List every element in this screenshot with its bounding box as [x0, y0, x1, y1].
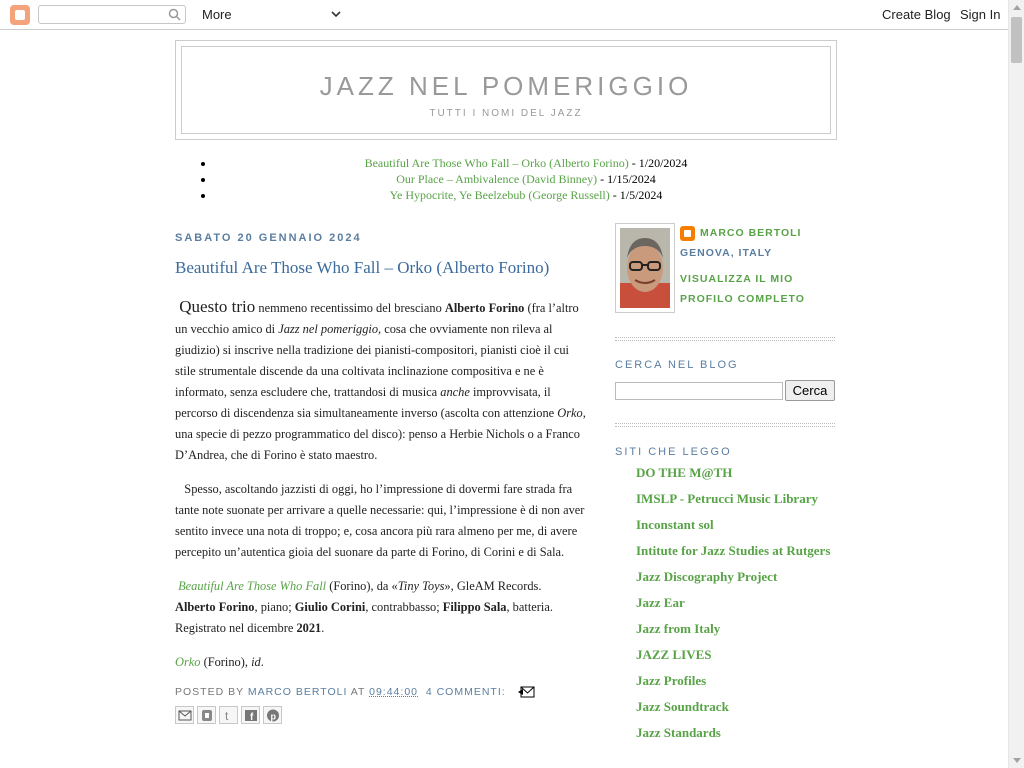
recent-post-link[interactable]: Ye Hypocrite, Ye Beelzebub (George Russell) — [389, 188, 610, 202]
post-title[interactable]: Beautiful Are Those Who Fall – Orko (Alberto Forino) — [175, 258, 550, 277]
recent-post-date: - 1/20/2024 — [628, 156, 688, 170]
track-link-orko[interactable]: Orko — [175, 655, 201, 669]
svg-text:t: t — [225, 709, 229, 723]
list-item — [636, 699, 835, 715]
lead-words: Questo trio — [179, 297, 256, 316]
blog-link[interactable]: JAZZ LIVES — [636, 647, 712, 662]
recent-post-link[interactable]: Our Place – Ambivalence (David Binney) — [396, 172, 598, 186]
blogger-logo-icon[interactable] — [10, 5, 30, 25]
navbar-search-input[interactable] — [38, 5, 186, 24]
post-date-header: SABATO 20 GENNAIO 2024 — [175, 232, 362, 244]
create-blog-link[interactable]: Create Blog — [882, 7, 951, 22]
blog-link[interactable]: IMSLP - Petrucci Music Library — [636, 491, 818, 506]
scroll-up-arrow-icon[interactable] — [1013, 5, 1021, 10]
list-item — [636, 647, 835, 663]
list-item — [636, 517, 835, 533]
list-item — [636, 595, 835, 611]
share-facebook-icon[interactable] — [241, 706, 260, 724]
share-blogger-icon[interactable] — [197, 706, 216, 724]
blog-header-inner — [181, 46, 831, 134]
profile-name-link[interactable]: MARCO BERTOLI — [700, 227, 802, 239]
artist-name: Alberto Forino — [444, 301, 525, 315]
svg-text:f: f — [250, 712, 254, 723]
blog-link[interactable]: Inconstant sol — [636, 517, 714, 532]
share-twitter-icon[interactable] — [219, 706, 238, 724]
recent-post-link[interactable]: Beautiful Are Those Who Fall – Orko (Alberto Forino) — [364, 156, 629, 170]
list-item — [636, 491, 835, 507]
blogger-profile-icon — [680, 226, 695, 241]
main-column — [175, 232, 587, 724]
post-paragraph: Questo trio nemmeno recentissimo del bresciano Alberto Forino (fra l’altro un vecchio amico di Jazz nel pomeriggio, cosa che ovviamente non rileva al giudizio) si inscrive nella tradizione dei pianisti-compositori, pianisti cioè il cui stile strumentale discende da una coltivata inclinazione compositiva e ne è informato, senza escludere che, trattandosi di musica anche improvvisata, il percorso di discendenza sia simultaneamente inverso (ascolta con attenzione Orko, una specie di pezzo programmatico del disco): penso a Herbie Nichols o a Franco D’Andrea, che di Forino è stato maestro. — [175, 297, 586, 462]
post-timestamp-link[interactable]: 09:44:00 — [369, 686, 418, 698]
blog-link[interactable]: Jazz Soundtrack — [636, 699, 729, 714]
recent-post-date: - 1/15/2024 — [597, 172, 656, 186]
list-item — [636, 569, 835, 585]
blog-link[interactable]: Jazz Ear — [636, 595, 685, 610]
recent-post-date: - 1/5/2024 — [609, 188, 663, 202]
more-menu[interactable]: More — [202, 7, 232, 22]
links-heading: SITI CHE LEGGO — [615, 446, 732, 458]
scroll-down-arrow-icon[interactable] — [1013, 758, 1021, 763]
share-email-icon[interactable] — [175, 706, 194, 724]
blog-links-list — [636, 465, 835, 751]
sign-in-link[interactable]: Sign In — [960, 7, 1001, 22]
share-pinterest-icon[interactable] — [263, 706, 282, 724]
list-item — [636, 465, 835, 481]
blog-description: TUTTI I NOMI DEL JAZZ — [429, 108, 583, 119]
sidebar-divider — [615, 423, 835, 427]
list-item — [636, 621, 835, 637]
post-paragraph: Orko (Forino), id. — [175, 655, 264, 669]
scroll-thumb[interactable] — [1011, 17, 1022, 63]
blog-link[interactable]: Jazz Standards — [636, 725, 721, 740]
blog-link[interactable]: Jazz Profiles — [636, 673, 707, 688]
post-author-link[interactable]: MARCO BERTOLI — [247, 686, 348, 698]
page-scrollbar[interactable] — [1008, 0, 1024, 768]
post-paragraph: Beautiful Are Those Who Fall (Forino), da «Tiny Toys», GleAM Records. Alberto Forino, piano; Giulio Corini, contrabbasso; Filippo Sala, batteria. Registrato nel dicembre 2021. — [175, 579, 553, 635]
blog-link[interactable]: Jazz Discography Project — [636, 569, 778, 584]
chevron-down-icon[interactable] — [330, 8, 342, 20]
list-item — [636, 673, 835, 689]
search-button[interactable]: Cerca — [785, 380, 835, 401]
sidebar-divider — [615, 337, 835, 341]
view-profile-link[interactable]: VISUALIZZA IL MIO PROFILO COMPLETO — [680, 273, 805, 305]
list-item — [215, 171, 837, 187]
share-buttons — [175, 706, 587, 724]
profile-location: GENOVA, ITALY — [680, 247, 773, 259]
blog-link[interactable]: Intitute for Jazz Studies at Rutgers — [636, 543, 831, 558]
blog-link[interactable]: DO THE M@TH — [636, 465, 733, 480]
post-paragraph: Spesso, ascoltando jazzisti di oggi, ho l’impressione di dovermi fare strada fra tante note suonate per arrivare a quelle necessarie: qui, l’impressione è di non aver sentito invece una nota di troppo; e, cosa ancora più rara almeno per me, di avere percepito un’autentica gioia del suonare da parte di Forino, di Corini e di Sala. — [175, 482, 585, 559]
avatar — [620, 228, 670, 308]
blog-search-input[interactable] — [615, 382, 783, 400]
post-footer: POSTED BY MARCO BERTOLI AT 09:44:00 4 COMMENTI: — [175, 686, 587, 698]
blog-title[interactable]: JAZZ NEL POMERIGGIO — [319, 71, 693, 101]
email-post-icon[interactable] — [518, 686, 536, 698]
list-item — [215, 155, 837, 171]
profile-photo[interactable] — [615, 223, 675, 313]
search-icon[interactable] — [168, 8, 181, 21]
list-item — [215, 187, 837, 203]
track-link-beautiful[interactable]: Beautiful Are Those Who Fall — [178, 579, 327, 593]
blogger-navbar — [0, 0, 1008, 30]
list-item — [636, 725, 835, 741]
blog-link[interactable]: Jazz from Italy — [636, 621, 721, 636]
post-body — [175, 296, 587, 673]
svg-text:p: p — [270, 711, 276, 722]
avatar-image — [620, 228, 670, 308]
recent-posts-list — [175, 155, 837, 203]
comments-link[interactable]: 4 COMMENTI: — [425, 686, 506, 698]
profile-info — [680, 223, 835, 309]
blog-header — [175, 40, 837, 140]
search-heading: CERCA NEL BLOG — [615, 359, 739, 371]
list-item — [636, 543, 835, 559]
